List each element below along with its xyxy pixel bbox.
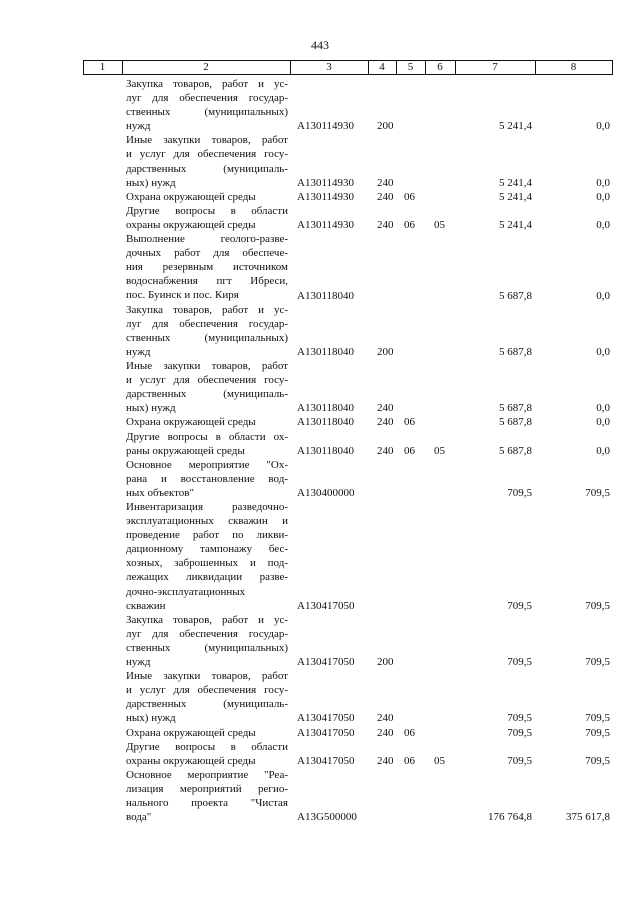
table-row (0, 768, 640, 824)
row-name-line: ственных (муниципальных) (126, 106, 288, 119)
row-name-line: пос. Буинск и пос. Киря (126, 289, 239, 302)
table-row (0, 458, 640, 500)
header-col-3: 3 (326, 61, 332, 73)
row-name-line: ных) нужд (126, 176, 176, 189)
header-col-5: 5 (407, 61, 414, 73)
table-row (0, 500, 640, 613)
table-row (0, 359, 640, 415)
row-col-7: 709,5 (507, 486, 532, 499)
row-code: А130118040 (297, 416, 355, 429)
row-name (126, 726, 288, 740)
row-name-line: лизация мероприятий регио- (126, 782, 288, 795)
row-col-7: 176 764,8 (488, 811, 532, 824)
row-name-line: луг для обеспечения государ- (126, 92, 288, 105)
row-col-4: 240 (377, 754, 394, 767)
row-name-line: дарственных (муниципаль- (126, 162, 288, 175)
row-name-line: Закупка товаров, работ и ус- (126, 303, 288, 316)
row-name (126, 190, 288, 204)
row-name-line: Охрана окружающей среды (126, 726, 256, 739)
row-name-line: и услуг для обеспечения госу- (126, 684, 288, 697)
row-name (126, 669, 288, 725)
row-col-7: 709,5 (507, 656, 532, 669)
row-name-line: раны окружающей среды (126, 444, 245, 457)
row-name-line: ных объектов" (126, 486, 194, 499)
row-name-line: рана и восстановление вод- (126, 472, 288, 485)
row-col-8: 0,0 (596, 402, 610, 415)
table-row (0, 669, 640, 725)
row-name (126, 458, 288, 500)
row-code: А130114930 (297, 218, 355, 231)
table-row (0, 133, 640, 189)
table-row (0, 303, 640, 359)
row-name-line: дарственных (муниципаль- (126, 388, 288, 401)
row-name-line: Охрана окружающей среды (126, 190, 256, 203)
row-col-8: 375 617,8 (566, 811, 610, 824)
row-name-line: ния резервным источником (126, 261, 288, 274)
row-col-8: 0,0 (596, 176, 610, 189)
row-col-8: 709,5 (585, 712, 610, 725)
row-col-7: 5 687,8 (499, 416, 532, 429)
row-code: А130114930 (297, 176, 355, 189)
row-col-7: 5 241,4 (499, 218, 532, 231)
row-col-5: 06 (404, 754, 415, 767)
row-col-5: 06 (404, 218, 415, 231)
header-divider (612, 60, 613, 74)
row-name-line: Закупка товаров, работ и ус- (126, 78, 288, 90)
row-name-line: Другие вопросы в области (126, 740, 288, 753)
table-row (0, 613, 640, 669)
row-name (126, 740, 288, 768)
row-code: А130417050 (297, 754, 355, 767)
row-code: А130417050 (297, 599, 355, 612)
row-name-line: охраны окружающей среды (126, 218, 256, 231)
row-col-7: 5 687,8 (499, 444, 532, 457)
row-col-4: 200 (377, 120, 394, 133)
header-col-7: 7 (492, 61, 498, 73)
row-name-line: лежащих ликвидации разве- (126, 571, 288, 584)
table-row (0, 232, 640, 303)
row-col-8: 709,5 (585, 599, 610, 612)
row-name (126, 613, 288, 669)
row-col-7: 5 687,8 (499, 345, 532, 358)
row-col-4: 240 (377, 402, 394, 415)
table-row (0, 190, 640, 204)
row-name-line: охраны окружающей среды (126, 754, 256, 767)
row-code: А130417050 (297, 656, 355, 669)
row-col-7: 709,5 (507, 712, 532, 725)
row-name-line: нального проекта "Чистая (126, 797, 288, 810)
row-name-line: вода" (126, 811, 152, 824)
row-col-7: 5 687,8 (499, 402, 532, 415)
row-code: А13G500000 (297, 811, 357, 824)
row-col-5: 06 (404, 726, 415, 739)
table-row (0, 415, 640, 429)
row-name (126, 500, 288, 613)
row-name-line: нужд (126, 656, 151, 669)
row-col-7: 5 241,4 (499, 190, 532, 203)
row-col-7: 709,5 (507, 726, 532, 739)
row-name-line: ных) нужд (126, 712, 176, 725)
row-col-8: 0,0 (596, 444, 610, 457)
row-name-line: скважин (126, 599, 166, 612)
row-col-6: 05 (434, 444, 445, 457)
header-col-8: 8 (570, 61, 577, 73)
row-name (126, 415, 288, 429)
header-col-6: 6 (437, 61, 443, 73)
row-col-7: 709,5 (507, 599, 532, 612)
row-col-4: 240 (377, 416, 394, 429)
row-code: А130400000 (297, 486, 355, 499)
row-name-line: дарственных (муниципаль- (126, 698, 288, 711)
row-col-8: 709,5 (585, 486, 610, 499)
row-col-5: 06 (404, 190, 415, 203)
table-row (0, 740, 640, 768)
row-name-line: ственных (муниципальных) (126, 331, 288, 344)
table-row (0, 77, 640, 133)
row-name (126, 77, 288, 133)
page-number: 443 (311, 38, 329, 52)
row-col-7: 709,5 (507, 754, 532, 767)
row-name (126, 430, 288, 458)
row-name-line: Основное мероприятие "Реа- (126, 768, 288, 781)
row-code: А130118040 (297, 289, 355, 302)
row-col-8: 0,0 (596, 120, 610, 133)
row-name-line: луг для обеспечения государ- (126, 627, 288, 640)
row-name-line: Иные закупки товаров, работ (126, 134, 288, 147)
row-col-6: 05 (434, 218, 445, 231)
row-col-4: 200 (377, 656, 394, 669)
row-name-line: ных) нужд (126, 402, 176, 415)
table-row (0, 204, 640, 232)
row-col-8: 0,0 (596, 289, 610, 302)
row-col-8: 709,5 (585, 726, 610, 739)
row-col-8: 709,5 (585, 754, 610, 767)
row-name-line: Охрана окружающей среды (126, 416, 256, 429)
row-code: А130417050 (297, 726, 355, 739)
row-col-4: 240 (377, 176, 394, 189)
header-col-4: 4 (379, 61, 385, 73)
row-name-line: нужд (126, 120, 151, 133)
row-name-line: Другие вопросы в области (126, 204, 288, 217)
row-code: А130118040 (297, 345, 355, 358)
row-col-4: 240 (377, 726, 394, 739)
row-col-6: 05 (434, 754, 445, 767)
row-col-8: 709,5 (585, 656, 610, 669)
row-col-4: 240 (377, 218, 394, 231)
row-name-line: нужд (126, 345, 151, 358)
header-col-2: 2 (203, 61, 209, 73)
row-name-line: и услуг для обеспечения госу- (126, 148, 288, 161)
row-col-5: 06 (404, 444, 415, 457)
row-name-line: Закупка товаров, работ и ус- (126, 613, 288, 626)
row-col-5: 06 (404, 416, 415, 429)
row-code: А130114930 (297, 190, 355, 203)
row-name-line: водоснабжения пгт Ибреси, (126, 275, 288, 288)
row-col-8: 0,0 (596, 345, 610, 358)
row-name-line: луг для обеспечения государ- (126, 317, 288, 330)
row-col-8: 0,0 (596, 218, 610, 231)
row-col-7: 5 241,4 (499, 176, 532, 189)
row-name-line: Другие вопросы в области ох- (126, 430, 288, 443)
row-name-line: Инвентаризация разведочно- (126, 501, 288, 513)
row-col-8: 0,0 (596, 190, 610, 203)
row-name-line: Иные закупки товаров, работ (126, 360, 288, 372)
row-name-line: проведение работ по ликви- (126, 529, 288, 542)
row-col-4: 240 (377, 712, 394, 725)
row-col-8: 0,0 (596, 416, 610, 429)
row-name-line: хозных, заброшенных и под- (126, 557, 288, 570)
row-name-line: дационному тампонажу бес- (126, 543, 288, 556)
row-code: А130118040 (297, 402, 355, 415)
row-name-line: Основное мероприятие "Ох- (126, 458, 288, 471)
row-name-line: Выполнение геолого-разве- (126, 233, 288, 246)
row-col-4: 240 (377, 444, 394, 457)
row-col-4: 240 (377, 190, 394, 203)
row-name (126, 303, 288, 359)
row-name (126, 133, 288, 189)
table-row (0, 430, 640, 458)
row-name-line: дочно-эксплуатационных (126, 585, 246, 598)
row-code: А130118040 (297, 444, 355, 457)
table-row (0, 726, 640, 740)
row-col-4: 200 (377, 345, 394, 358)
row-name (126, 768, 288, 824)
row-name-line: ственных (муниципальных) (126, 641, 288, 654)
row-name (126, 232, 288, 302)
row-col-7: 5 687,8 (499, 289, 532, 302)
row-name-line: эксплуатационных скважин и (126, 515, 288, 528)
row-name (126, 204, 288, 232)
row-name (126, 359, 288, 415)
row-name-line: дочных работ для обеспече- (126, 247, 288, 260)
row-col-7: 5 241,4 (499, 120, 532, 133)
header-bottom-rule (83, 74, 613, 75)
row-code: А130114930 (297, 120, 355, 133)
row-name-line: Иные закупки товаров, работ (126, 670, 288, 683)
row-name-line: и услуг для обеспечения госу- (126, 374, 288, 387)
row-code: А130417050 (297, 712, 355, 725)
header-col-1: 1 (99, 61, 106, 73)
